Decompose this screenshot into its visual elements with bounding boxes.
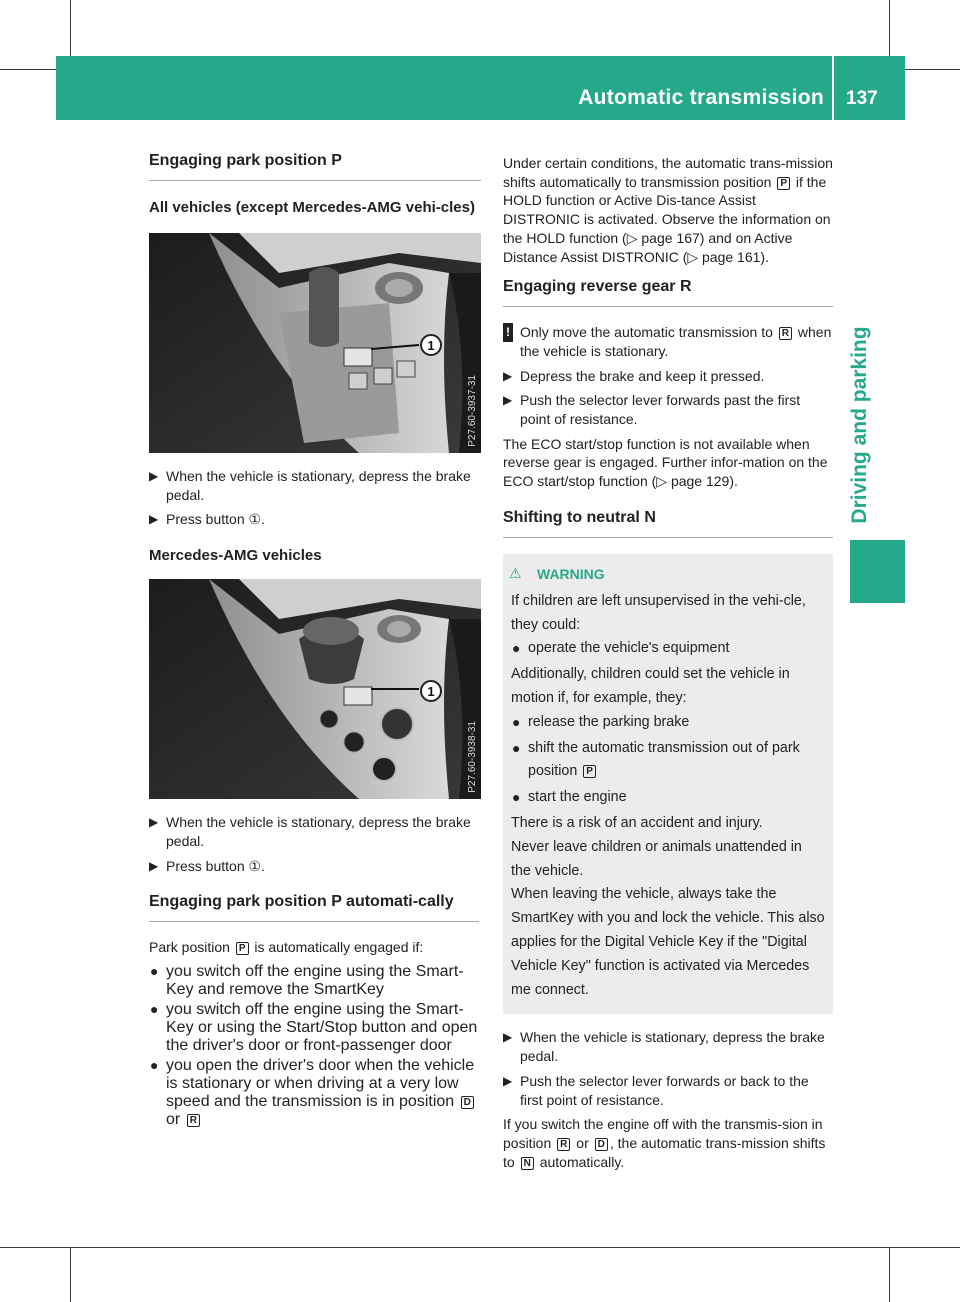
section-title: Shifting to neutral N xyxy=(503,507,833,538)
left-column xyxy=(149,150,481,1131)
photo-code: P27.60-3938-31 xyxy=(467,721,478,794)
step: ▶ Push the selector lever forwards past the first point of resistance. xyxy=(503,392,801,428)
paragraph: The ECO start/stop function is not available when reverse gear is engaged. Further infor-mation on the ECO start/stop function (▷ page 129). xyxy=(503,435,828,490)
paragraph: If you switch the engine off with the transmis-sion in position R or D , the automatic trans-mission shifts to N automatically. xyxy=(503,1116,826,1170)
paragraph: Additionally, children could set the vehicle in motion if, for example, they: xyxy=(511,666,790,707)
list-item: ● operate the vehicle's equipment xyxy=(512,640,730,657)
step: ▶ Depress the brake and keep it pressed. xyxy=(503,367,765,384)
gear-r-glyph: R xyxy=(187,1114,200,1127)
paragraph: Under certain conditions, the automatic trans-mission shifts automatically to transmission position P if the HOLD function or Active Dis-tance Assist DISTRONIC is activated. Observe the information on the HOLD function (▷ page 167) and on Active Distance Assist DISTRONIC (▷ page 161). xyxy=(503,155,833,265)
amg-selector-lever-photo xyxy=(149,579,481,799)
gear-p-glyph: P xyxy=(777,177,790,190)
gear-r-glyph: R xyxy=(779,327,792,340)
warning-triangle-icon: ⚠ xyxy=(509,564,522,581)
paragraph: There is a risk of an accident and injury. xyxy=(511,815,763,832)
crop-mark xyxy=(70,0,71,64)
side-tab-label: Driving and parking xyxy=(848,326,871,524)
warning-title: ⚠ WARNING xyxy=(509,564,605,582)
crop-mark xyxy=(889,1247,890,1302)
gear-p-glyph: P xyxy=(583,765,596,778)
list-item: ● shift the automatic transmission out of park position P xyxy=(512,739,800,780)
crop-mark xyxy=(889,0,890,64)
side-tab-band xyxy=(850,540,905,603)
step: ▶ Press button ①. xyxy=(149,857,265,874)
gear-r-glyph: R xyxy=(557,1138,570,1151)
step: ▶ When the vehicle is stationary, depress the brake pedal. xyxy=(149,468,471,503)
paragraph: Never leave children or animals unattended in the vehicle. xyxy=(511,838,802,879)
page-number: 137 xyxy=(846,88,878,109)
list-item: ● you switch off the engine using the Smart-Key and remove the SmartKey xyxy=(150,962,464,998)
section-title: Engaging park position P automati-cally xyxy=(149,891,479,922)
subsection-title: Mercedes-AMG vehicles xyxy=(149,547,322,565)
callout-1: 1 xyxy=(420,334,442,356)
section-title: Engaging park position P xyxy=(149,150,481,181)
exclamation-icon: ! xyxy=(503,323,513,342)
callout-1: 1 xyxy=(420,680,442,702)
section-title: Engaging reverse gear R xyxy=(503,276,833,307)
step: ▶ Press button ①. xyxy=(149,511,265,528)
warning-box xyxy=(503,554,833,1015)
list-item: ● you switch off the engine using the Smart-Key or using the Start/Stop button and open the driver's door or front-passenger door xyxy=(150,1000,478,1054)
list-item: ● you open the driver's door when the vehicle is stationary or when driving at a very low speed and the transmission is in position D or R xyxy=(150,1056,475,1128)
paragraph: When leaving the vehicle, always take the SmartKey with you and lock the vehicle. This also applies for the Digital Vehicle Key if the "Digital Vehicle Key" function is activated via Mercedes me connect. xyxy=(511,886,825,998)
list-item: ● release the parking brake xyxy=(512,713,690,730)
right-column xyxy=(503,154,833,1171)
selector-lever-photo xyxy=(149,233,481,453)
step: ▶ When the vehicle is stationary, depress the brake pedal. xyxy=(503,1029,825,1065)
list-item: ● start the engine xyxy=(512,789,627,806)
page-title: Automatic transmission xyxy=(578,86,824,109)
photo-code: P27.60-3937-31 xyxy=(467,375,478,447)
crop-mark xyxy=(0,1247,960,1248)
paragraph: If children are left unsupervised in the vehi-cle, they could: xyxy=(511,592,806,633)
gear-p-glyph: P xyxy=(236,942,249,955)
gear-d-glyph: D xyxy=(595,1138,608,1151)
note: ! Only move the automatic transmission to R when the vehicle is stationary. xyxy=(503,323,833,360)
paragraph: Park position P is automatically engaged if: xyxy=(149,939,424,956)
subsection-title: All vehicles (except Mercedes-AMG vehi-cles) xyxy=(149,199,475,216)
gear-d-glyph: D xyxy=(461,1096,474,1109)
crop-mark xyxy=(70,1247,71,1302)
step: ▶ Push the selector lever forwards or back to the first point of resistance. xyxy=(503,1072,809,1108)
step: ▶ When the vehicle is stationary, depress the brake pedal. xyxy=(149,814,471,849)
gear-n-glyph: N xyxy=(521,1157,534,1170)
header-separator xyxy=(832,56,834,120)
